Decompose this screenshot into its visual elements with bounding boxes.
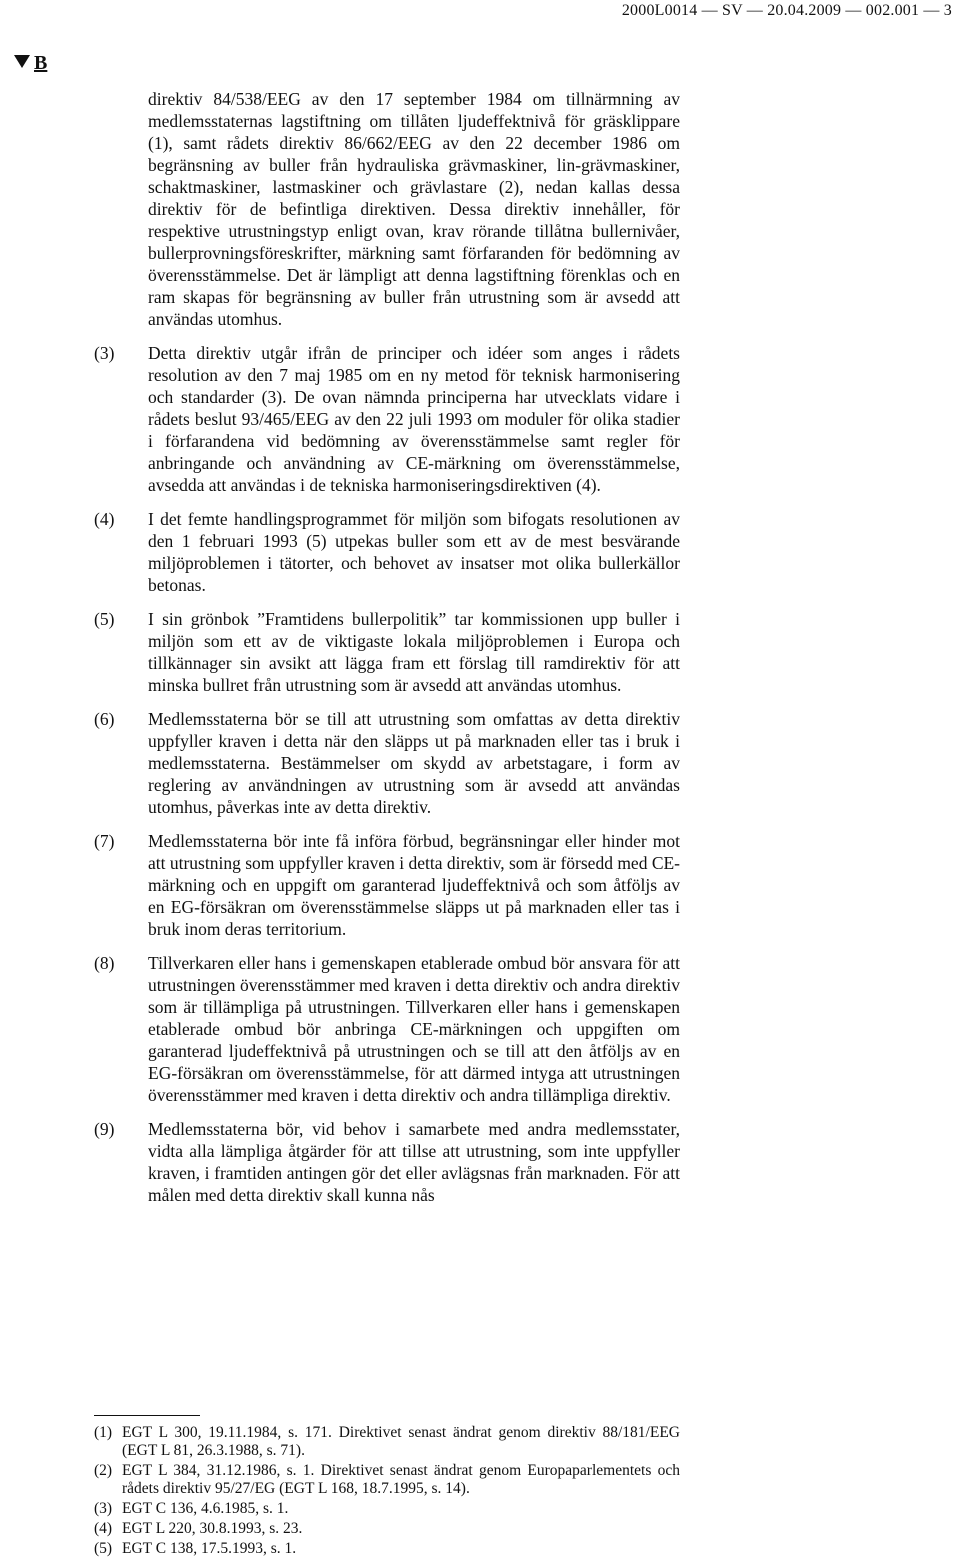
recital-text: Medlemsstaterna bör se till att utrustning som omfattas av detta direktiv uppfyller kraven i detta när den släpps ut på marknaden eller tas i bruk i medlemsstaterna. Bestämmelser om skydd av arbetstagare, i form av reglering av användningen av utrustning som är avsedd att användas utomhus, påverkas inte av detta direktiv. [148, 709, 680, 817]
recital-text: direktiv 84/538/EEG av den 17 september 1984 om tillnärmning av medlemsstaternas lagstiftning om tillåten ljudeffektnivå för gräsklippare (1), samt rådets direktiv 86/662/EEG av den 22 december 1986 om begränsning av buller från hydrauliska grävmaskiner, lin-grävmaskiner, schaktmaskiner, lastmaskiner och grävlastare (2), nedan kallas dessa direktiv för de befintliga direktiven. Dessa direktiv innehåller, för respektive utrustningstyp enligt ovan, krav rörande tillåtna bullernivåer, bullerprovningsföreskrifter, märkning samt förfaranden för bedömning av överensstämmelse. Det är lämpligt att denna lagstiftning förenklas och en ram skapas för begränsning av buller från utrustning som är avsedd att användas utomhus. [148, 89, 680, 329]
recital-4 [94, 508, 680, 596]
document-header [0, 0, 960, 22]
recital-number: (3) [94, 343, 115, 363]
recital-text: I det femte handlingsprogrammet för miljön som bifogats resolutionen av den 1 februari 1993 (5) utpekas buller som ett av de mest besvärande miljöproblemen i tätorter, och behovet av insatser mot olika bullerkällor betonas. [148, 509, 680, 595]
recital-number: (4) [94, 509, 115, 529]
amendment-marker [14, 52, 47, 75]
recital-3 [94, 342, 680, 496]
recital-number: (5) [94, 609, 115, 629]
recital-7 [94, 830, 680, 940]
footnote-text: EGT C 138, 17.5.1993, s. 1. [122, 1540, 297, 1557]
footnote-text: EGT L 300, 19.11.1984, s. 171. Direktivet senast ändrat genom direktiv 88/181/EEG (EGT L 81, 26.3.1988, s. 71). [122, 1424, 680, 1459]
recital-9 [94, 1118, 680, 1206]
footnote-4 [94, 1520, 680, 1538]
recital-text: Medlemsstaterna bör inte få införa förbud, begränsningar eller hinder mot att utrustning som uppfyller kraven i detta direktiv, som är försedd med CE-märkning och en uppgift om garanterad ljudeffektnivå och som åtföljs av en EG-försäkran om överensstämmelse släpps ut på marknaden eller tas i bruk inom deras territorium. [148, 831, 681, 939]
recital-text: Medlemsstaterna bör, vid behov i samarbete med andra medlemsstater, vidta alla lämpliga åtgärder för att tillse att utrustning, som inte uppfyller kraven, i framtiden antingen gör det eller avlägsnas från marknaden. För att målen med detta direktiv skall kunna nås [148, 1119, 680, 1205]
footnote-text: EGT C 136, 4.6.1985, s. 1. [122, 1500, 289, 1517]
footnote-number: (4) [94, 1520, 113, 1537]
recital-number: (6) [94, 709, 115, 729]
footnote-3 [94, 1500, 680, 1518]
recital-text: Tillverkaren eller hans i gemenskapen etablerade ombud bör ansvara för att utrustningen överensstämmer med kraven i detta direktiv och andra direktiv som är tillämpliga på utrustningen. Tillverkaren eller hans i gemenskapen etablerade ombud bör anbringa CE-märkningen och uppgiften om garanterad ljudeffektnivå på utrustningen och se till att den åtföljs av en EG-försäkran om överensstämmelse, för att därmed intyga att utrustningen överensstämmer med kraven i detta direktiv och andra tillämpliga direktiv. [148, 953, 680, 1105]
recital-number: (9) [94, 1119, 115, 1139]
footnote-divider [94, 1415, 200, 1416]
recital-number: (8) [94, 953, 115, 973]
recital-6 [94, 708, 680, 818]
recital-number: (7) [94, 831, 115, 851]
footnotes [94, 1424, 680, 1560]
footnote-2 [94, 1462, 680, 1498]
footnote-number: (1) [94, 1424, 113, 1441]
footnote-number: (3) [94, 1500, 113, 1517]
triangle-down-icon [14, 55, 30, 68]
recital-8 [94, 952, 680, 1106]
footnote-1 [94, 1424, 680, 1460]
footnote-5 [94, 1540, 680, 1558]
amendment-marker-letter[interactable]: B [34, 52, 48, 74]
document-reference: 2000L0014 — SV — 20.04.2009 — 002.001 — 3 [621, 2, 952, 19]
recitals [94, 88, 680, 1218]
recital-text: I sin grönbok ”Framtidens bullerpolitik” tar kommissionen upp buller i miljön som ett av de viktigaste lokala miljöproblemen i Europa och tillkännager sin avsikt att lägga fram ett förslag till ramdirektiv för att minska bullret från utrustning som är avsedd att användas utomhus. [148, 609, 680, 695]
footnote-number: (5) [94, 1540, 113, 1557]
recital-continuation [94, 88, 680, 330]
recital-5 [94, 608, 680, 696]
footnote-number: (2) [94, 1462, 113, 1479]
recital-text: Detta direktiv utgår ifrån de principer och idéer som anges i rådets resolution av den 7 maj 1985 om en ny metod för teknisk harmonisering och standarder (3). De ovan nämnda principerna har utvecklats vidare i rådets beslut 93/465/EEG av den 22 juli 1993 om moduler för olika stadier i förfarandena vid bedömning av överensstämmelse samt regler för anbringande och användning av CE-märkning om överensstämmelse, avsedda att användas i de tekniska harmoniseringsdirektiven (4). [148, 343, 680, 495]
footnote-text: EGT L 384, 31.12.1986, s. 1. Direktivet senast ändrat genom Europaparlementets och rådets direktiv 95/27/EG (EGT L 168, 18.7.1995, s. 14). [122, 1462, 680, 1497]
footnote-text: EGT L 220, 30.8.1993, s. 23. [122, 1520, 303, 1537]
